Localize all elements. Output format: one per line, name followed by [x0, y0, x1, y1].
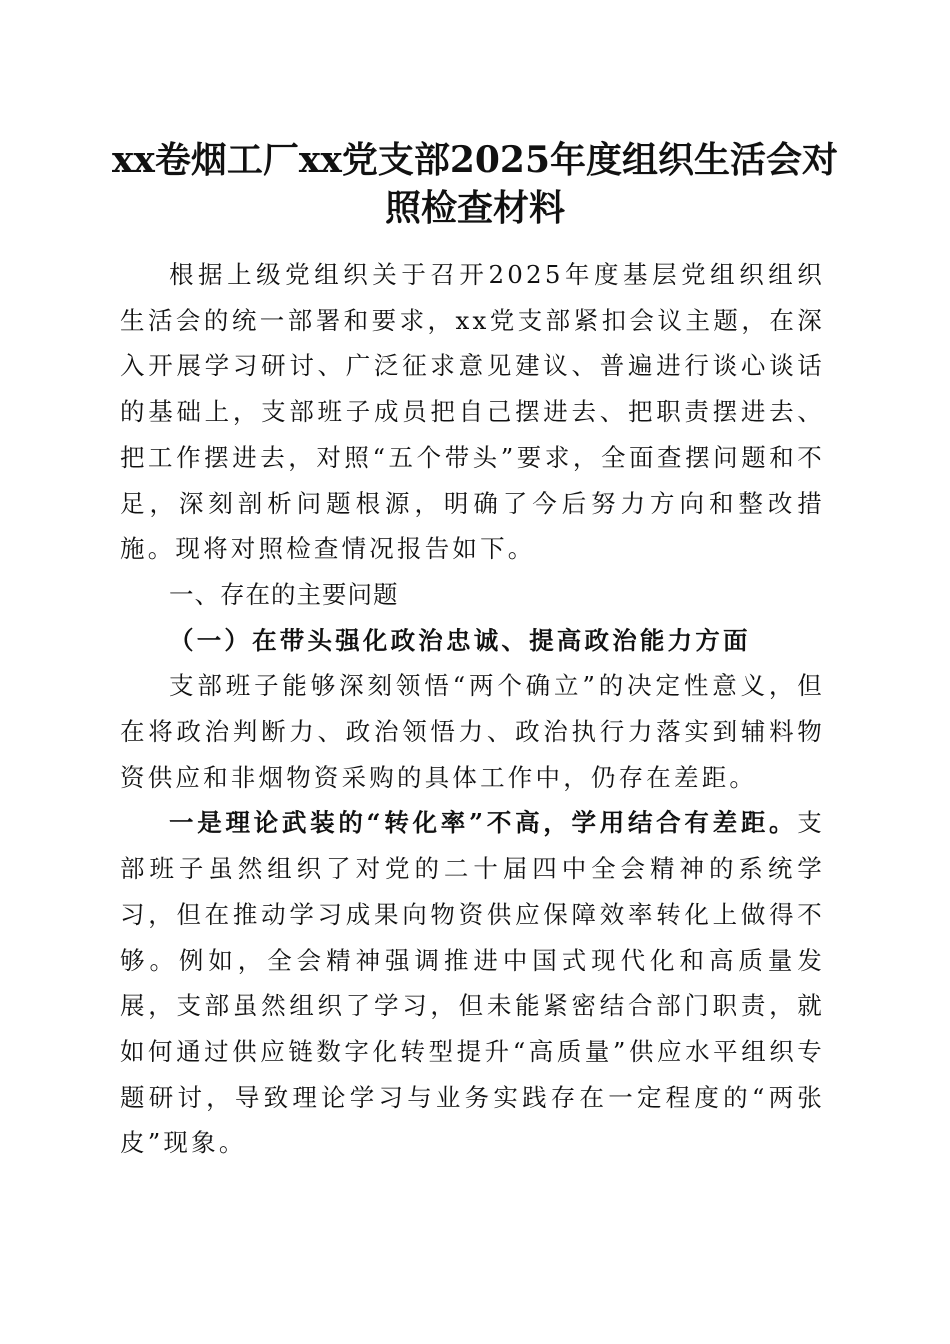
section-heading-1: 一、存在的主要问题: [169, 579, 399, 609]
title-line-1: xx卷烟工厂xx党支部2025年度组织生活会对: [111, 139, 839, 181]
document-title: [110, 136, 840, 232]
point-paragraph-1: [120, 800, 825, 1166]
intro-paragraph: 根据上级党组织关于召开2025年度基层党组织组织生活会的统一部署和要求，xx党支部紧扣会议主题，在深入开展学习研讨、广泛征求意见建议、普遍进行谈心谈话的基础上，支部班子成员把自己摆进去、把职责摆进去、把工作摆进去，对照“五个带头”要求，全面查摆问题和不足，深刻剖析问题根源，明确了今后努力方向和整改措施。现将对照检查情况报告如下。: [120, 260, 825, 564]
subsection-paragraph-1: 支部班子能够深刻领悟“两个确立”的决定性意义，但在将政治判断力、政治领悟力、政治执行力落实到辅料物资供应和非烟物资采购的具体工作中，仍存在差距。: [120, 671, 825, 792]
point-body-1: 支部班子虽然组织了对党的二十届四中全会精神的系统学习，但在推动学习成果向物资供应保障效率转化上做得不够。例如，全会精神强调推进中国式现代化和高质量发展，支部虽然组织了学习，但未能紧密结合部门职责，就如何通过供应链数字化转型提升“高质量”供应水平组织专题研讨，导致理论学习与业务实践存在一定程度的“两张皮”现象。: [120, 808, 825, 1158]
subsection-heading-1: （一）在带头强化政治忠诚、提高政治能力方面: [169, 625, 751, 655]
title-line-2: 照检查材料: [384, 187, 565, 229]
point-lead-1: 一是理论武装的“转化率”不高，学用结合有差距。: [169, 808, 798, 838]
document-body: [120, 252, 825, 1166]
